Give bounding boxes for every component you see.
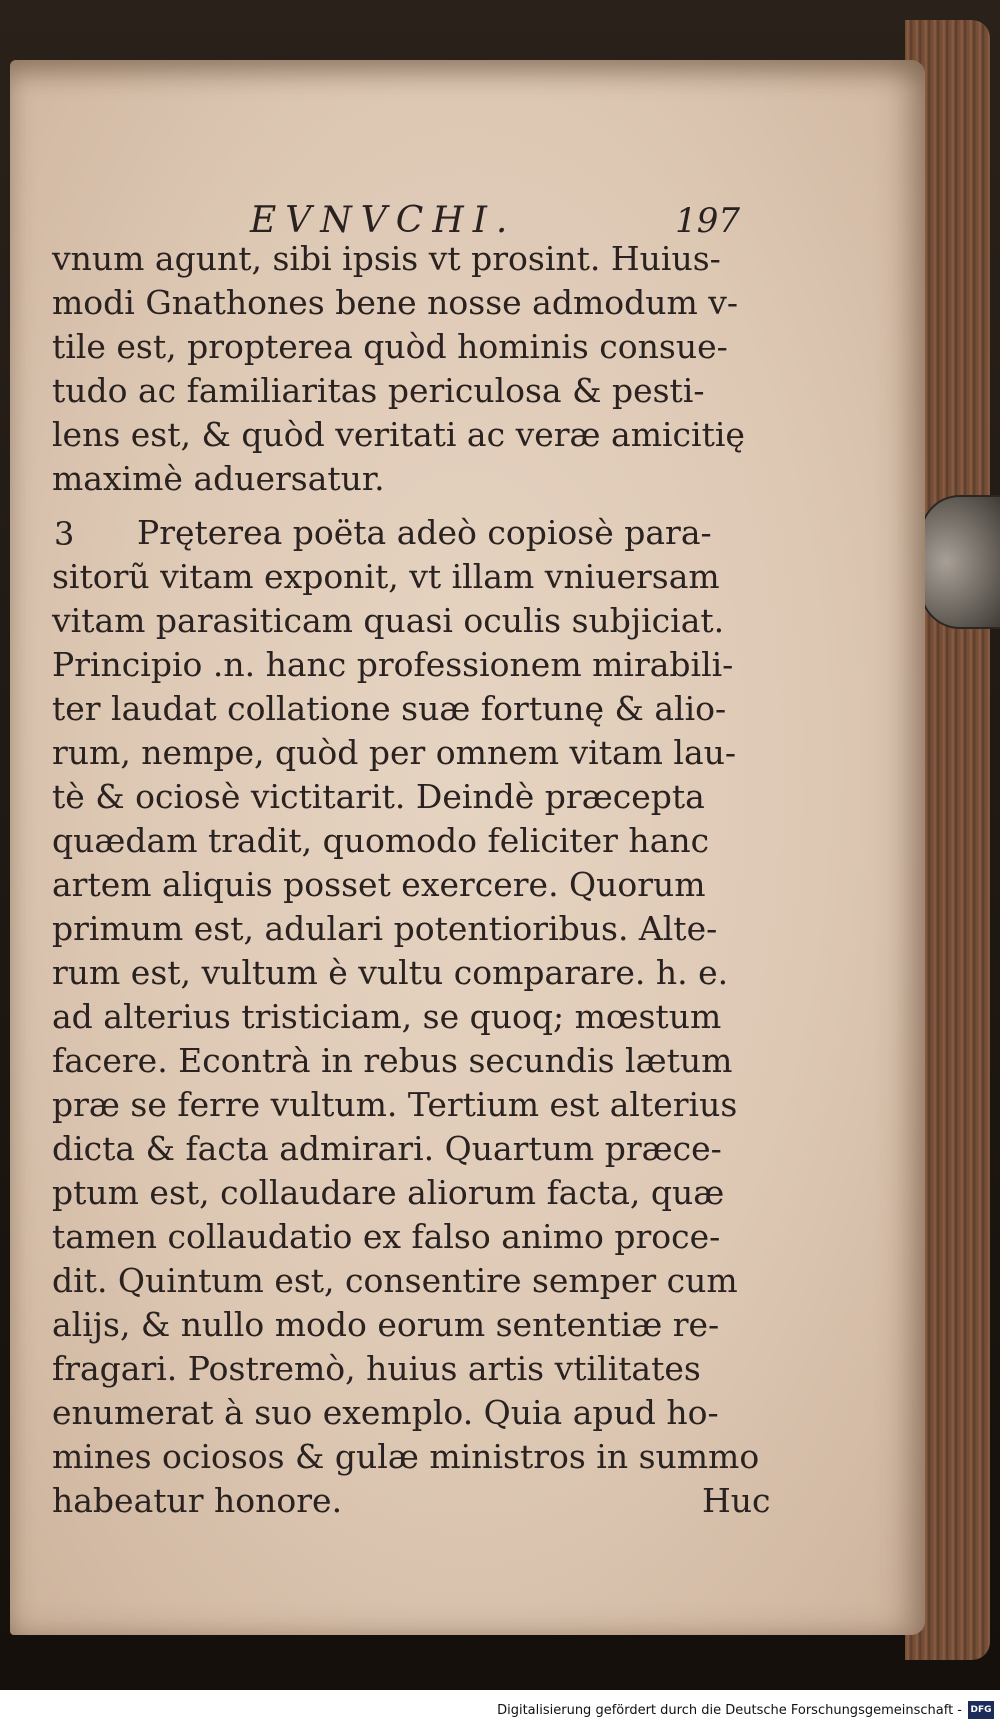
paragraph-first-line: Prętereа poëta adeò copiosè para-: [137, 513, 712, 552]
text-line: vnum agunt, sibi ipsis vt prosint. Huius-: [52, 239, 721, 278]
text-line: sitorũ vitam exponit, vt illam vniuersam: [52, 557, 720, 596]
page-number: 197: [675, 201, 740, 241]
text-line: ad alterius tristiciam, se quoq; mœstum: [52, 997, 722, 1036]
book-page: [10, 60, 925, 1635]
text-line: dit. Quintum est, consentire semper cum: [52, 1261, 738, 1300]
text-line: facere. Econtrà in rebus secundis lætum: [52, 1041, 733, 1080]
text-line: habeatur honore.: [52, 1481, 343, 1520]
text-line: tè & ociosè victitarit. Deindè præcepta: [52, 777, 705, 816]
text-line: dicta & facta admirari. Quartum præce-: [52, 1129, 722, 1168]
text-line: ter laudat collatione suæ fortunę & alio-: [52, 689, 727, 728]
catchword: Huc: [702, 1481, 771, 1520]
book-clasp: [920, 495, 1000, 629]
text-line: tile est, propterea quòd hominis consue-: [52, 327, 728, 366]
text-line: mines ociosos & gulæ ministros in summo: [52, 1437, 760, 1476]
text-line: alijs, & nullo modo eorum sententiæ re-: [52, 1305, 720, 1344]
text-line: fragari. Postremò, huius artis vtilitates: [52, 1349, 701, 1388]
text-line: artem aliquis posset exercere. Quorum: [52, 865, 706, 904]
text-line: enumerat à suo exemplo. Quia apud ho-: [52, 1393, 719, 1432]
text-line: modi Gnathones bene nosse admodum v-: [52, 283, 739, 322]
digitization-credit: Digitalisierung gefördert durch die Deutsche Forschungsgemeinschaft -: [497, 1703, 962, 1718]
running-head: [250, 200, 740, 241]
text-line: primum est, adulari potentioribus. Alte-: [52, 909, 718, 948]
dfg-logo: DFG: [968, 1701, 994, 1719]
text-line: quædam tradit, quomodo feliciter hanc: [52, 821, 710, 860]
text-line: vitam parasiticam quasi oculis subjiciat.: [52, 601, 725, 640]
marginal-number: 3: [54, 515, 75, 553]
footer: [0, 1690, 1000, 1732]
running-title: EVNVCHI.: [250, 200, 517, 241]
text-line: rum, nempe, quòd per omnem vitam lau-: [52, 733, 737, 772]
text-line: præ se ferre vultum. Tertium est alterius: [52, 1085, 738, 1124]
text-line: ptum est, collaudare aliorum facta, quæ: [52, 1173, 725, 1212]
text-line: maximè aduersatur.: [52, 459, 385, 498]
text-line: lens est, & quòd veritati ac veræ amicitię: [52, 415, 745, 454]
text-line: tudo ac familiaritas periculosa & pesti-: [52, 371, 705, 410]
text-line: rum est, vultum è vultu comparare. h. e.: [52, 953, 729, 992]
text-line: Principio .n. hanc professionem mirabili-: [52, 645, 734, 684]
text-line: tamen collaudatio ex falso animo proce-: [52, 1217, 721, 1256]
